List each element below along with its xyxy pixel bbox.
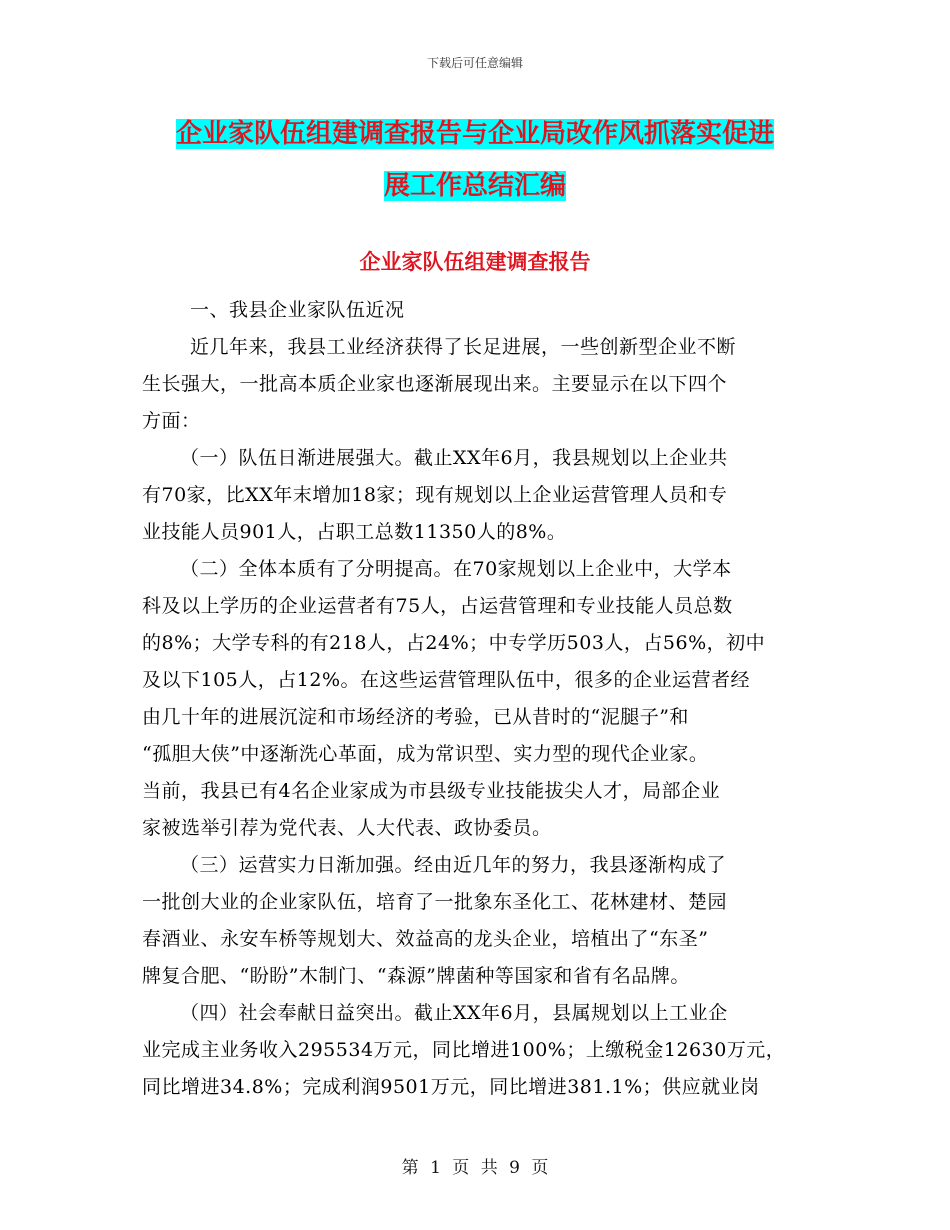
paragraph-line: 春酒业、永安车桥等规划大、效益高的龙头企业，培植出了“东圣” xyxy=(142,928,709,950)
header-note: 下载后可任意编辑 xyxy=(426,56,523,70)
paragraph-line: （三）运营实力日渐加强。经由近几年的努力，我县逐渐构成了 xyxy=(180,854,727,876)
paragraph-line: （二）全体本质有了分明提高。在70家规划以上企业中，大学本 xyxy=(180,558,732,580)
paragraph-line: 业技能人员901人，占职工总数11350人的8%。 xyxy=(142,521,567,543)
paragraph-line: 方面： xyxy=(142,410,201,432)
paragraph-line: （四）社会奉献日益突出。截止XX年6月，县属规划以上工业企 xyxy=(180,1002,728,1024)
paragraph-line: 及以下105人，占12%。在这些运营管理队伍中，很多的企业运营者经 xyxy=(142,669,750,691)
paragraph-line: “孤胆大侠”中逐渐洗心革面，成为常识型、实力型的现代企业家。 xyxy=(142,743,709,765)
paragraph-line: 科及以上学历的企业运营者有75人，占运营管理和专业技能人员总数 xyxy=(142,595,733,617)
body-text xyxy=(142,292,810,1106)
document-title xyxy=(140,108,810,212)
paragraph-line: 同比增进34.8%；完成利润9501万元，同比增进381.1%；供应就业岗 xyxy=(142,1076,760,1098)
paragraph-line: 有70家，比XX年末增加18家；现有规划以上企业运营管理人员和专 xyxy=(142,484,728,506)
page-number: 第 1 页 共 9 页 xyxy=(401,1158,549,1178)
paragraph-line: 当前，我县已有4名企业家成为市县级专业技能拔尖人才，局部企业 xyxy=(142,780,721,802)
document-title-line-2: 展工作总结汇编 xyxy=(383,171,566,201)
paragraph-line: 由几十年的进展沉淀和市场经济的考验，已从昔时的“泥腿子”和 xyxy=(142,706,689,728)
paragraph-line: 家被选举引荐为党代表、人大代表、政协委员。 xyxy=(142,817,552,839)
document-title-line-1: 企业家队伍组建调查报告与企业局改作风抓落实促进 xyxy=(175,119,774,149)
paragraph-line: 近几年来，我县工业经济获得了长足进展，一些创新型企业不断 xyxy=(190,336,737,358)
paragraph-line: （一）队伍日渐进展强大。截止XX年6月，我县规划以上企业共 xyxy=(180,447,728,469)
paragraph-line: 的8%；大学专科的有218人，占24%；中专学历503人，占56%，初中 xyxy=(142,632,766,654)
section-title: 企业家队伍组建调查报告 xyxy=(359,249,591,274)
paragraph-line: 生长强大，一批高本质企业家也逐渐展现出来。主要显示在以下四个 xyxy=(142,373,728,395)
paragraph-line: 业完成主业务收入295534万元，同比增进100%；上缴税金12630万元， xyxy=(142,1039,786,1061)
paragraph-line: 一批创大业的企业家队伍，培育了一批象东圣化工、花林建材、楚园 xyxy=(142,891,728,913)
paragraph-line: 牌复合肥、“盼盼”木制门、“森源”牌菌种等国家和省有名品牌。 xyxy=(142,965,690,987)
heading-line: 一、我县企业家队伍近况 xyxy=(190,299,405,321)
